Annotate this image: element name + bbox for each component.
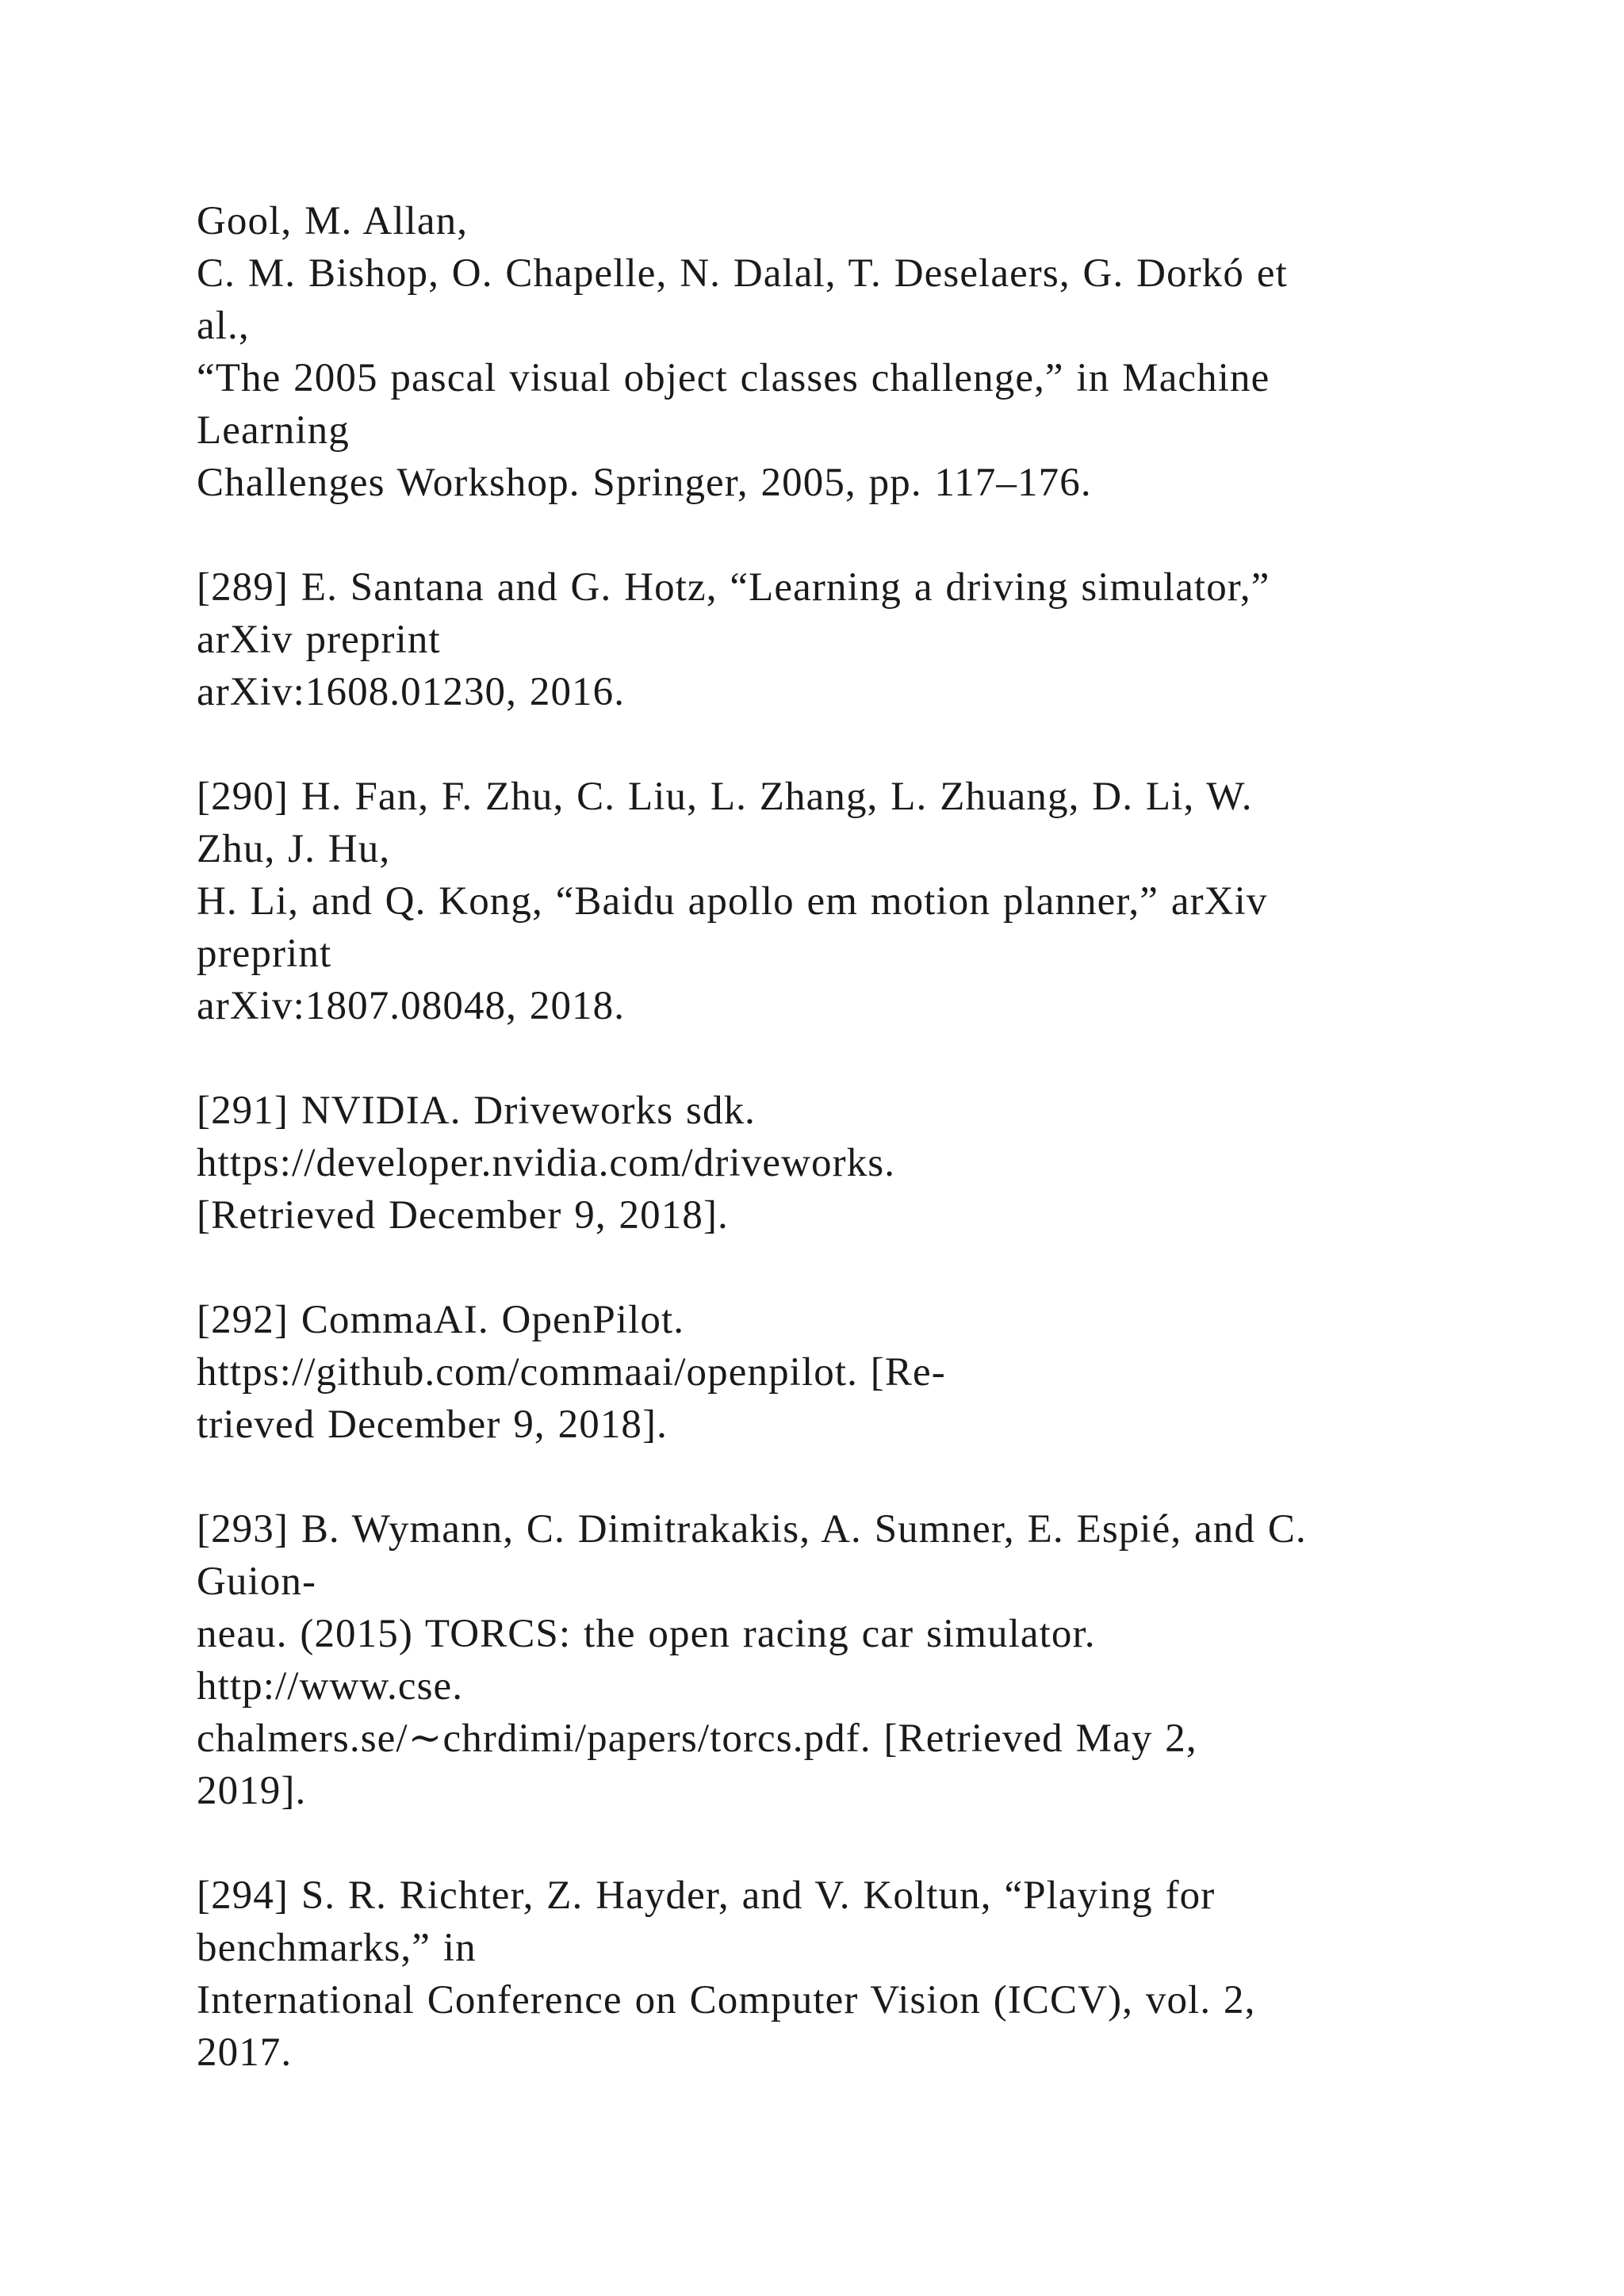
reference-line: International Conference on Computer Vision (ICCV), vol. 2, [197, 1978, 1256, 2022]
reference-line: [290] H. Fan, F. Zhu, C. Liu, L. Zhang, L. Zhuang, D. Li, W. [197, 775, 1253, 819]
reference-line: [Retrieved December 9, 2018]. [197, 1193, 729, 1238]
reference-gap [197, 1817, 1497, 1869]
reference-293 [197, 1503, 1497, 1817]
reference-line: 2017. [197, 2030, 293, 2075]
reference-gap [197, 1451, 1497, 1503]
reference-line: [294] S. R. Richter, Z. Hayder, and V. Koltun, “Playing for [197, 1873, 1216, 1918]
reference-line: Gool, M. Allan, [197, 199, 469, 243]
reference-line: [291] NVIDIA. Driveworks sdk. [197, 1089, 756, 1133]
reference-line: benchmarks,” in [197, 1926, 477, 1970]
reference-line: arXiv:1608.01230, 2016. [197, 670, 626, 714]
reference-line: [289] E. Santana and G. Hotz, “Learning a driving simulator,” [197, 565, 1270, 610]
reference-fragment [197, 195, 1497, 509]
reference-292 [197, 1294, 1497, 1451]
reference-link: https://github.com/commaai/openpilot. [Re- [197, 1350, 946, 1395]
reference-gap [197, 718, 1497, 771]
reference-gap [197, 1242, 1497, 1294]
reference-link: http://www.cse. [197, 1664, 464, 1709]
reference-line: preprint [197, 932, 332, 976]
reference-link: https://developer.nvidia.com/driveworks. [197, 1141, 896, 1185]
reference-291 [197, 1085, 1497, 1242]
reference-line: Guion- [197, 1559, 317, 1604]
reference-gap [197, 1032, 1497, 1085]
reference-line: H. Li, and Q. Kong, “Baidu apollo em motion planner,” arXiv [197, 879, 1268, 924]
reference-line: [292] CommaAI. OpenPilot. [197, 1298, 685, 1342]
reference-line: neau. (2015) TORCS: the open racing car simulator. [197, 1612, 1096, 1656]
reference-line: Learning [197, 408, 350, 453]
reference-line: Challenges Workshop. Springer, 2005, pp. 117–176. [197, 461, 1092, 505]
reference-289 [197, 561, 1497, 718]
reference-line: C. M. Bishop, O. Chapelle, N. Dalal, T. Deselaers, G. Dorkó et [197, 251, 1288, 296]
reference-line: arXiv:1807.08048, 2018. [197, 984, 626, 1028]
reference-line: al., [197, 304, 250, 348]
reference-line: arXiv preprint [197, 618, 441, 662]
reference-290 [197, 771, 1497, 1032]
reference-list [197, 195, 1497, 2079]
reference-line: Zhu, J. Hu, [197, 827, 391, 871]
reference-gap [197, 509, 1497, 561]
reference-line: trieved December 9, 2018]. [197, 1402, 668, 1447]
reference-line: “The 2005 pascal visual object classes challenge,” in Machine [197, 356, 1270, 400]
reference-line: [293] B. Wymann, C. Dimitrakakis, A. Sumner, E. Espié, and C. [197, 1507, 1307, 1552]
reference-link: chalmers.se/∼chrdimi/papers/torcs.pdf. [Retrieved May 2, [197, 1716, 1197, 1761]
reference-line: 2019]. [197, 1769, 307, 1813]
reference-294 [197, 1869, 1497, 2079]
